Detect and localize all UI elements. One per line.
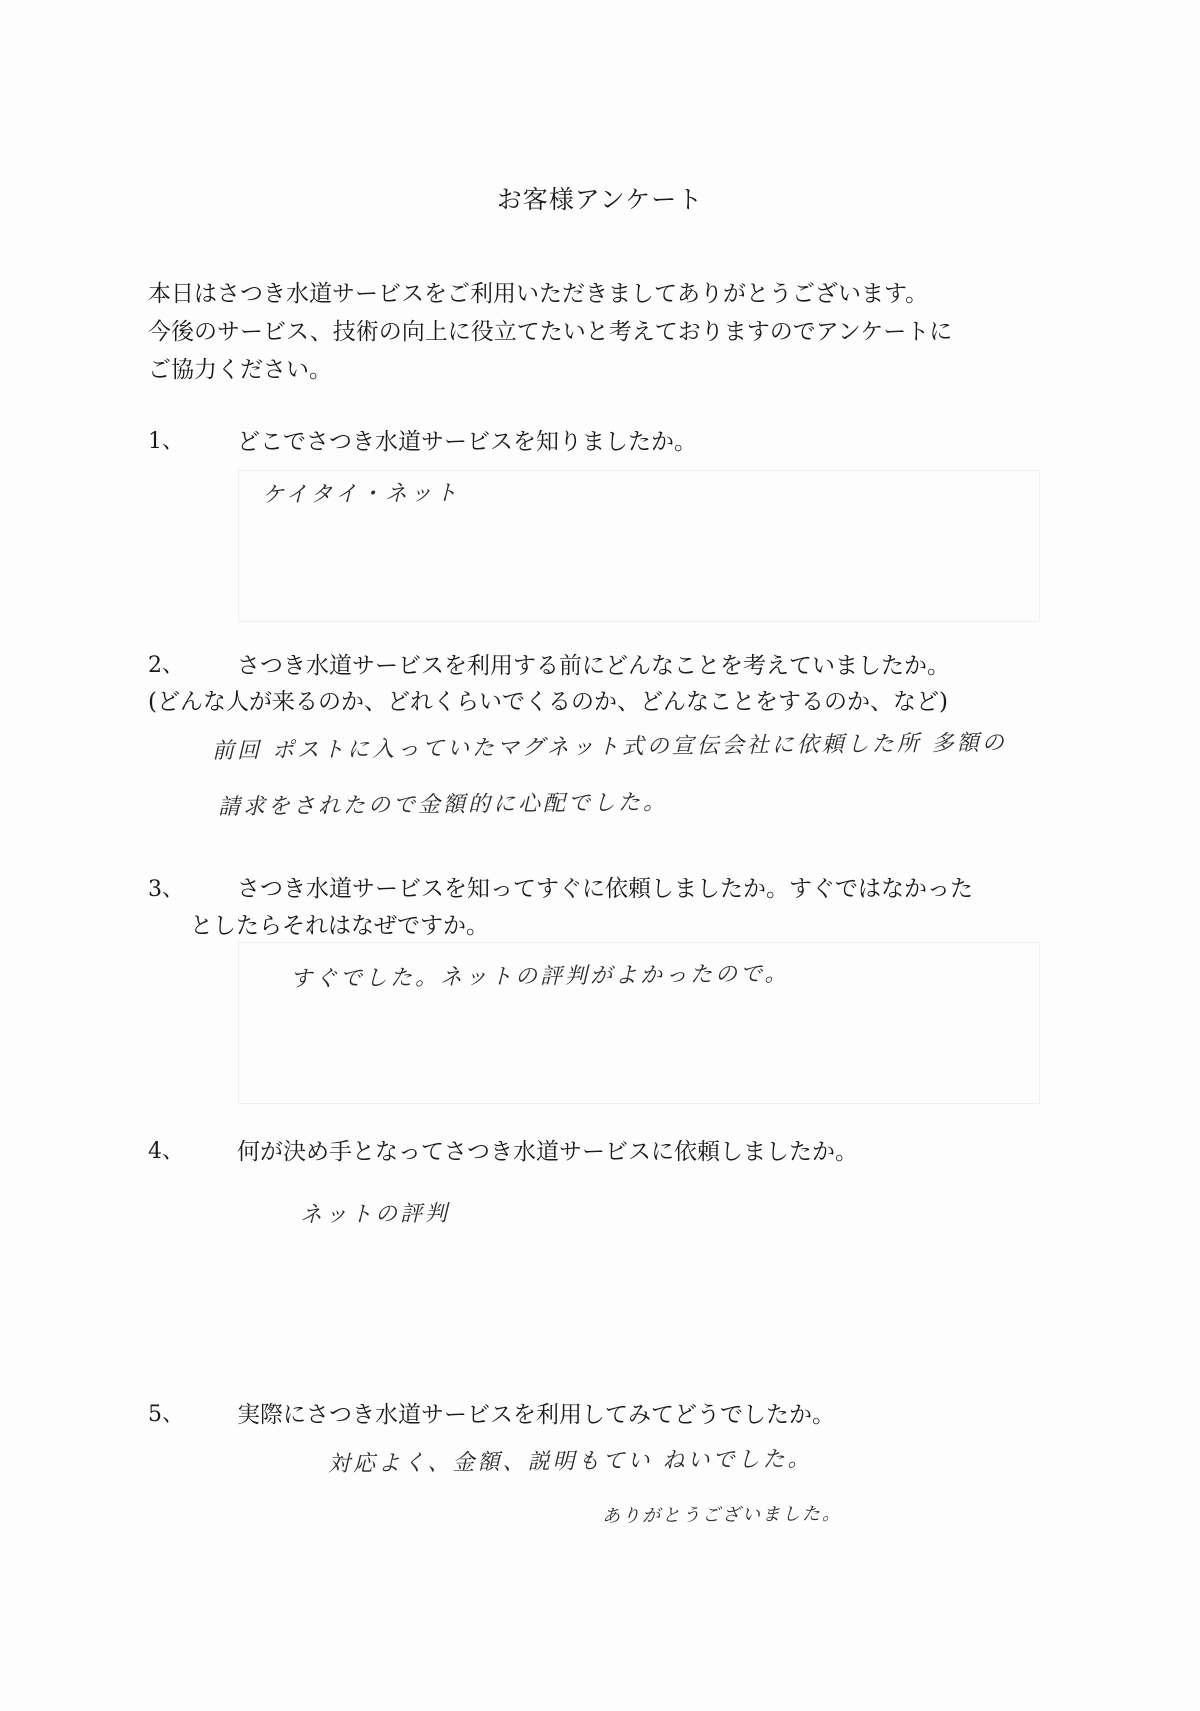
handwritten-answer: 前回 ポストに入っていたマグネット式の宣伝会社に依頼した所 多額の	[211, 730, 1007, 764]
question-text: さつき水道サービスを知ってすぐに依頼しましたか。すぐではなかった	[237, 876, 973, 902]
handwritten-answer: ケイタイ・ネット	[261, 480, 461, 508]
page-title: お客様アンケート	[496, 185, 704, 214]
intro-line: 今後のサービス、技術の向上に役立てたいと考えておりますのでアンケートに	[148, 319, 953, 345]
question-subtext: (どんな人が来るのか、どれくらいでくるのか、どんなことをするのか、など)	[148, 689, 948, 715]
question-number: 5、	[148, 1402, 184, 1427]
question-subtext: としたらそれはなぜですか。	[190, 913, 489, 939]
handwritten-answer: ネットの評判	[299, 1201, 451, 1228]
question-text: 何が決め手となってさつき水道サービスに依頼しましたか。	[237, 1139, 858, 1165]
question-number: 4、	[148, 1139, 184, 1164]
handwritten-answer: ありがとうございました。	[601, 1503, 843, 1527]
question-number: 3、	[148, 877, 184, 902]
question-text: どこでさつき水道サービスを知りましたか。	[237, 429, 697, 455]
question-number: 2、	[148, 653, 184, 678]
handwritten-answer: すぐでした。ネットの評判がよかったので。	[289, 961, 790, 992]
question-number: 1、	[148, 429, 184, 454]
question-text: さつき水道サービスを利用する前にどんなことを考えていましたか。	[237, 653, 950, 679]
intro-paragraph	[148, 275, 952, 389]
intro-line: 本日はさつき水道サービスをご利用いただきましてありがとうございます。	[148, 281, 929, 307]
handwritten-answer: 請求をされたので金額的に心配でした。	[217, 790, 669, 820]
intro-line: ご協力ください。	[148, 357, 332, 383]
handwritten-answer: 対応よく、金額、説明もてい ねいでした。	[327, 1446, 813, 1477]
question-text: 実際にさつき水道サービスを利用してみてどうでしたか。	[237, 1402, 835, 1428]
